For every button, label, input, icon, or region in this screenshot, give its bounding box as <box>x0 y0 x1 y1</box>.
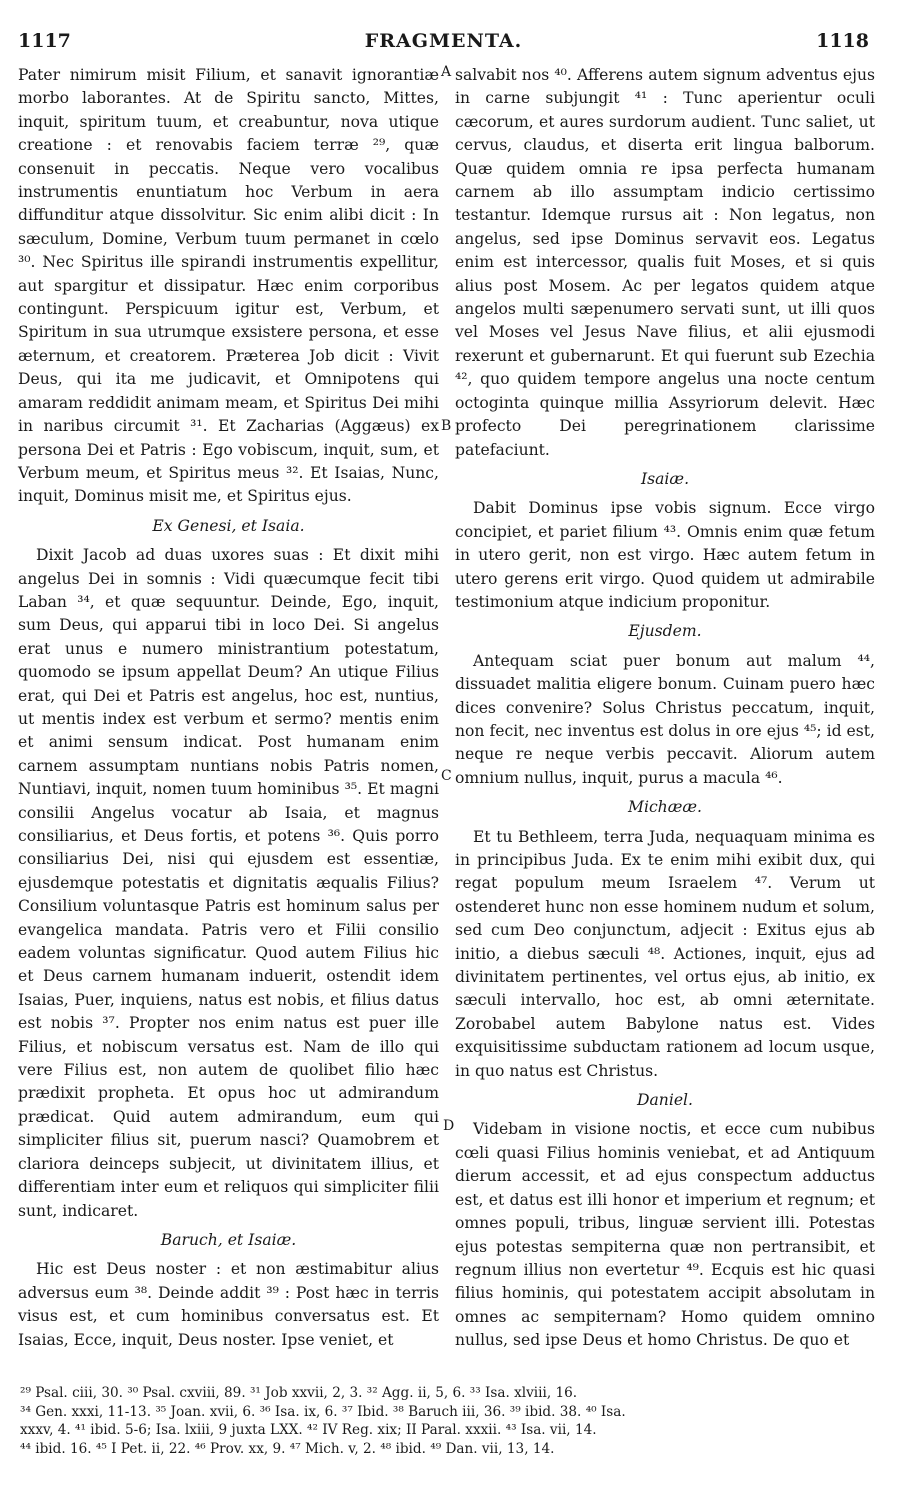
section-heading: Isaiæ. <box>640 469 690 488</box>
margin-letter-d: D <box>443 1118 455 1134</box>
footnotes <box>20 1384 879 1458</box>
paragraph: Dixit Jacob ad duas uxores suas : Et dixit mihi angelus Dei in somnis : Vidi quæcumque fecit tibi Laban ³⁴, et quæ sequuntur. Deinde, Ego, inquit, sum Deus, qui apparui tibi in loco Dei. Si angelus erat unus e numero ministrantium potestatum, quomodo se ipsum appellat Deum? An utique Filius erat, qui Dei et Patris est angelus, hoc est, nuntius, ut mentis index est verbum et sermo? mentis enim et animi sensum indicat. Post humanam enim carnem assumptam nuntians nobis Patris nomen, Nuntiavi, inquit, nomen tuum hominibus ³⁵. Et magni consilii Angelus vocatur ab Isaia, et magnus consiliarius, et Deus fortis, et potens ³⁶. Quis porro consiliarius Dei, nisi qui ejusdem est essentiæ, ejusdemque potestatis et dignitatis æqualis Filius? Consilium voluntasque Patris est hominum salus per evangelica mandata. Patris vero et Filii consilio eadem voluntas significatur. Quod autem Filius hic et Deus carnem humanam induerit, ostendit idem Isaias, Puer, inquiens, natus est nobis, et filius datus est nobis ³⁷. Propter nos enim natus est puer ille Filius, et nobiscum versatus est. Nam de illo qui vere Filius est, non autem de quolibet filio hæc prædixit propheta. Et opus hoc ut admirandum prædicat. Quid autem admirandum, eum qui simpliciter filius sit, puerum nasci? Quamobrem et clariora deinceps subjecit, ut divinitatem illius, et differentiam inter eum et reliquos qui simpliciter filii sunt, indicaret. <box>18 546 439 1220</box>
paragraph: Pater nimirum misit Filium, et sanavit ignorantiæ morbo laborantes. At de Spiritu sancto, Mittes, inquit, spiritum tuum, et creabuntur, nova utique creatione : et renovabis faciem terræ ²⁹, quæ consenuit in peccatis. Neque vero vocalibus instrumentis enuntiatum hoc Verbum in aera diffunditur atque dissolvitur. Sic enim alibi dicit : In sæculum, Domine, Verbum tuum permanet in cœlo ³⁰. Nec Spiritus ille spirandi instrumentis expellitur, aut spargitur et dissipatur. Hæc enim corporibus contingunt. Perspicuum igitur est, Verbum, et Spiritum in sua utrumque exsistere persona, et esse æternum, et creatorem. Præterea Job dicit : Vivit Deus, qui ita me judicavit, et Omnipotens qui amaram reddidit animam meam, et Spiritus Dei mihi in naribus circumit ³¹. Et Zacharias (Aggæus) ex persona Dei et Patris : Ego vobiscum, inquit, sum, et Verbum meum, et Spiritus meus ³². Et Isaias, Nunc, inquit, Dominus misit me, et Spiritus ejus. <box>18 66 439 506</box>
footnote-line: xxxv, 4. ⁴¹ ibid. 5-6; Isa. lxiii, 9 juxta LXX. ⁴² IV Reg. xix; II Paral. xxxii. ⁴³ Isa. vii, 14. <box>20 1422 597 1438</box>
margin-letter-a: A <box>441 64 452 80</box>
right-column <box>455 64 875 1353</box>
page-number-left: 1117 <box>18 30 71 52</box>
footnote-line: ⁴⁴ ibid. 16. ⁴⁵ I Pet. ii, 22. ⁴⁶ Prov. xx, 9. ⁴⁷ Mich. v, 2. ⁴⁸ ibid. ⁴⁹ Dan. vii, 13, 14. <box>20 1440 555 1457</box>
section-heading: Ejusdem. <box>628 622 702 641</box>
left-column <box>18 64 439 1352</box>
paragraph: Hic est Deus noster : et non æstimabitur alius adversus eum ³⁸. Deinde addit ³⁹ : Post hæc in terris visus est, et cum hominibus conversatus est. Et Isaias, Ecce, inquit, Deus noster. Ipse veniet, et <box>18 1260 439 1349</box>
paragraph: Dabit Dominus ipse vobis signum. Ecce virgo concipiet, et pariet filium ⁴³. Omnis enim quæ fetum in utero gerit, non est virgo. Hæc autem fetum in utero gerens erit virgo. Quod quidem ut admirabile testimonium atque indicium proponitur. <box>455 499 875 611</box>
paragraph: salvabit nos ⁴⁰. Afferens autem signum adventus ejus in carne subjungit ⁴¹ : Tunc aperientur oculi cæcorum, et aures surdorum audient. Tunc saliet, ut cervus, claudus, et diserta erit lingua balborum. Quæ quidem omnia re ipsa perfecta humanam carnem ab illo assumptam indicio certissimo testantur. Idemque rursus ait : Non legatus, non angelus, sed ipse Dominus servavit eos. Legatus enim est intercessor, qualis fuit Moses, et si quis alius post Mosem. Ac per legatos quidem atque angelos multi sæpenumero servati sunt, ut illi quos vel Moses vel Jesus Nave filius, et alii ejusmodi rexerunt et gubernarunt. Et qui fuerunt sub Ezechia ⁴², quo quidem tempore angelus una nocte centum octoginta quinque millia Assyriorum delevit. Hæc profecto Dei peregrinationem clarissime patefaciunt. <box>455 66 875 459</box>
paragraph: Videbam in visione noctis, et ecce cum nubibus cœli quasi Filius hominis veniebat, et ad Antiquum dierum accessit, et ad ejus conspectum adductus est, et datus est illi honor et imperium et regnum; et omnes populi, tribus, linguæ servient illi. Potestas ejus potestas sempiterna quæ non pertransibit, et regnum illius non evertetur ⁴⁹. Ecquis est hic quasi filius hominis, qui potestatem accipit absolutam in omnes ac sempiternam? Homo quidem omnino nullus, sed ipse Deus et homo Christus. De quo et <box>455 1120 875 1350</box>
running-title: FRAGMENTA. <box>364 30 523 52</box>
section-heading: Ex Genesi, et Isaia. <box>152 516 305 535</box>
paragraph: Antequam sciat puer bonum aut malum ⁴⁴, dissuadet malitia eligere bonum. Cuinam puero hæc dices convenire? Solus Christus peccatum, inquit, non fecit, nec inventus est dolus in ore ejus ⁴⁵; id est, neque re neque verbis peccavit. Aliorum autem omnium nullus, inquit, purus a macula ⁴⁶. <box>455 651 875 787</box>
section-heading: Daniel. <box>636 1091 693 1110</box>
margin-letter-c: C <box>441 768 452 784</box>
footnote-line: ²⁹ Psal. ciii, 30. ³⁰ Psal. cxviii, 89. ³¹ Job xxvii, 2, 3. ³² Agg. ii, 5, 6. ³³ Isa. xlviii, 16. <box>20 1385 578 1401</box>
section-heading: Baruch, et Isaiæ. <box>160 1230 297 1249</box>
section-heading: Michææ. <box>627 798 702 817</box>
page-number-right: 1118 <box>816 30 869 52</box>
footnote-line: ³⁴ Gen. xxxi, 11-13. ³⁵ Joan. xvii, 6. ³⁶ Isa. ix, 6. ³⁷ Ibid. ³⁸ Baruch iii, 36. ³⁹ ibid. 38. ⁴⁰ Isa. <box>20 1403 626 1420</box>
margin-letter-b: B <box>441 418 452 434</box>
paragraph: Et tu Bethleem, terra Juda, nequaquam minima es in principibus Juda. Ex te enim mihi exibit dux, qui regat populum meum Israelem ⁴⁷. Verum ut ostenderet hunc non esse hominem nudum et solum, sed cum Deo conjunctum, adjecit : Exitus ejus ab initio, a diebus sæculi ⁴⁸. Actiones, inquit, ejus ad divinitatem pertinentes, vel ortus ejus, ab initio, ex sæculi intervallo, hoc est, ab omni æternitate. Zorobabel autem Babylone natus est. Vides exquisitissime subductam rationem ad locum usque, in quo natus est Christus. <box>455 827 875 1080</box>
running-header <box>18 30 869 60</box>
